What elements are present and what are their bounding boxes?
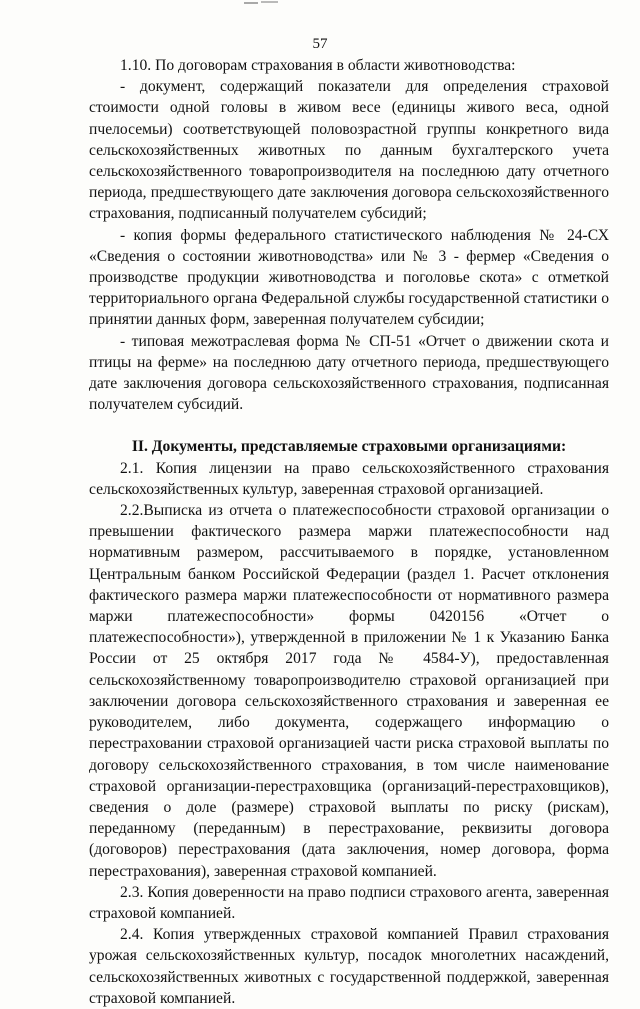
spacer [89,415,609,436]
scan-artifact [244,0,278,6]
paragraph: 2.4. Копия утвержденных страховой компанией Правил страхования урожая сельскохозяйственных культур, посадок многолетних насаждений, сельскохозяйственных животных с государственной поддержкой, заверенная страховой компанией. [89,926,609,1007]
paragraph: 2.3. Копия доверенности на право подписи страхового агента, заверенная страховой компанией. [89,883,609,922]
paragraph: 2.1. Копия лицензии на право сельскохозяйственного страхования сельскохозяйственных культур, заверенная страховой организацией. [89,459,609,498]
paragraph: - документ, содержащий показатели для определения страховой стоимости одной головы в живом весе (единицы живого веса, одной пчелосемьи) соответствующей половозрастной группы конкретного вида сельскохозяйственных животных по данным бухгалтерского учета сельскохозяйственного товаропроизводителя на последнюю дату отчетного периода, предшествующего дате заключения договора сельскохозяйственного страхования, подписанный получателем субсидий; [89,78,609,223]
paragraph: 2.2.Выписка из отчета о платежеспособности страховой организации о превышении фактического размера маржи платежеспособности над нормативным размером, рассчитываемого в порядке, установленном Центральным банком Российской Федерации (раздел 1. Расчет отклонения фактического размера маржи платежеспособности от нормативного размера маржи платежеспособности» формы 0420156 «Отчет о платежеспособности»), утвержденной в приложении № 1 к Указанию Банка России от 25 октября 2017 года № 4584-У), предоставленная сельскохозяйственному товаропроизводителю страховой организацией при заключении договора сельскохозяйственного страхования и заверенная ее руководителем, либо документа, содержащего информацию о перестраховании страховой организацией части риска страховой выплаты по договору сельскохозяйственного страхования, в том числе наименование страховой организации-перестраховщика (организаций-перестраховщиков), сведения о доле (размере) страховой выплаты по риску (рискам), переданному (переданным) в перестрахование, реквизиты договора (договоров) перестрахования (дата заключения, номер договора, форма перестрахования), заверенная страховой компанией. [89,502,609,880]
paragraph: - копия формы федерального статистического наблюдения № 24-СХ «Сведения о состоянии животноводства» или № 3 - фермер «Сведения о производстве продукции животноводства и поголовье скота» с отметкой территориального органа Федеральной службы государственной статистики о принятии данных форм, заверенная получателем субсидии; [89,226,609,329]
page-number: 57 [312,36,328,52]
paragraph: - типовая межотраслевая форма № СП-51 «Отчет о движении скота и птицы на ферме» на последнюю дату отчетного периода, предшествующего дате заключения договора сельскохозяйственного страхования, подписанная получателем субсидий. [89,332,609,414]
section-2-heading: II. Документы, представляемые страховыми организациями: [131,438,567,456]
document-body [89,55,609,1009]
section-1-10-title: 1.10. По договорам страхования в области животноводства: [120,57,516,74]
